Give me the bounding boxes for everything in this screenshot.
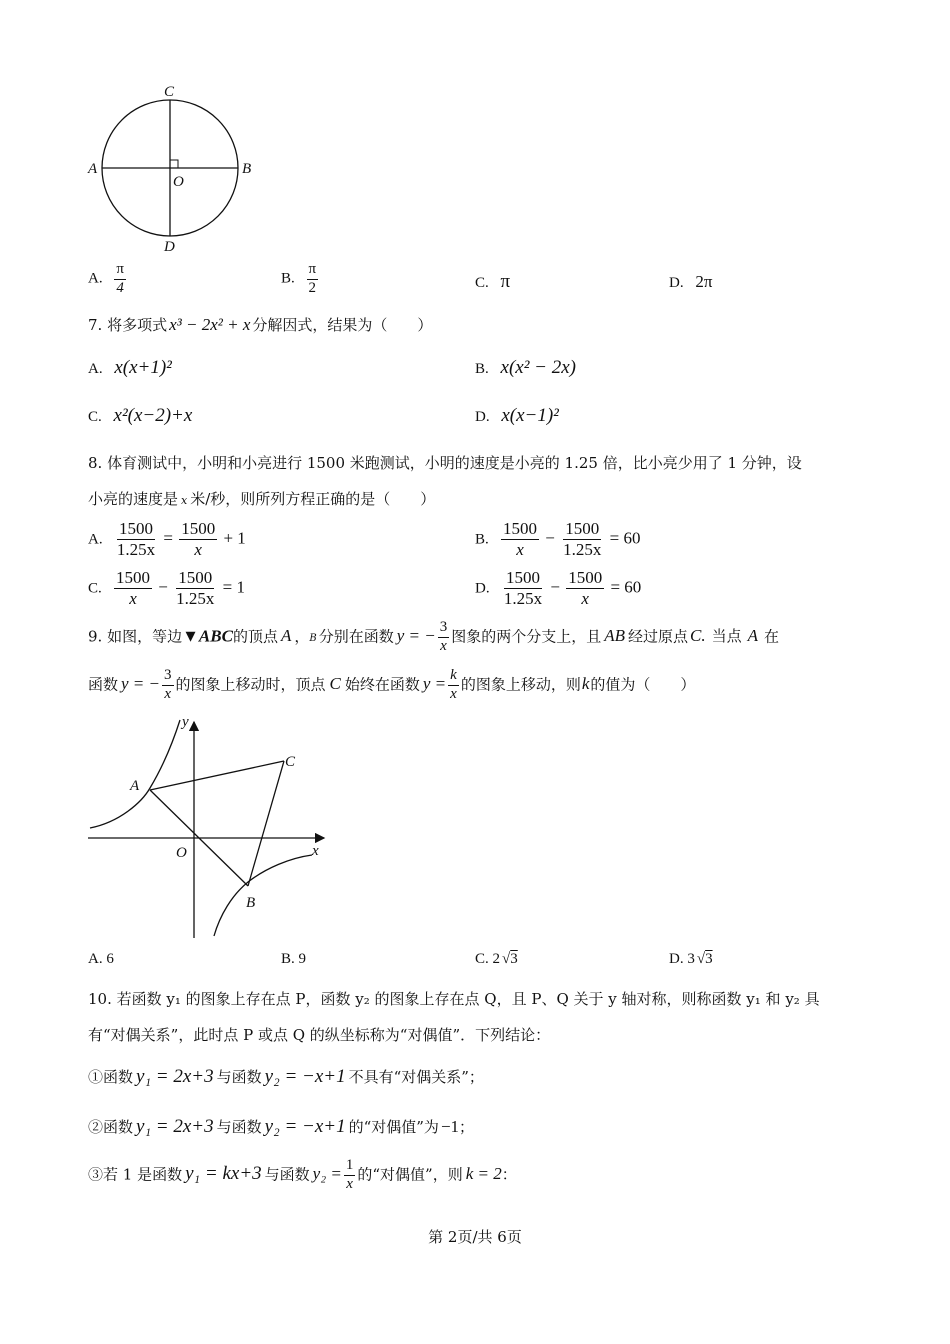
hyperbola-branch-upper-left [90, 720, 180, 828]
label-b: B [242, 161, 252, 177]
circle-figure [80, 80, 280, 260]
q9-stem-line1: 9. 如图，等边▼ABC的顶点 A ，B 分别在函数 y = − $\frac{3}{x}$ 图象的两个分支上，且 AB 经过原点 C. 当点 A 在 [88, 619, 780, 654]
hyperbola-figure [80, 710, 340, 945]
label-x: x [312, 843, 319, 859]
q9-option-c: C. 2 √3 [475, 951, 518, 967]
q10-stem-line2: 有“对偶关系”，此时点 P 或点 Q 的纵坐标称为“对偶值”．下列结论： [88, 1026, 551, 1044]
label-y: y [182, 714, 189, 730]
q8-option-b: B. $\frac{1500}{x}$ − $\frac{1500}{1.25x}$ = 60 [475, 519, 641, 559]
q6-option-b: B. $\frac{\pi}{2}$ [281, 261, 317, 296]
q8-option-d: D. $\frac{1500}{1.25x}$ − $\frac{1500}{x}$ = 60 [475, 568, 642, 608]
q8-stem-line1: 8. 体育测试中，小明和小亮进行 1500 米跑测试，小明的速度是小亮的 1.25 倍，比小亮少用了 1 分钟，设 [88, 454, 802, 472]
label-a: A [130, 778, 140, 794]
q7-option-b: B. x(x² − 2x) [475, 357, 576, 378]
label-o: O [173, 174, 184, 190]
page-footer: 第 2页/共 6页 [428, 1228, 522, 1246]
q7-option-d: D. x(x−1)² [475, 405, 559, 426]
q10-conclusion-1: ①函数 y₁ = 2x+3 与函数 y₂ = −x+1 不具有“对偶关系”； [88, 1066, 484, 1087]
q10-conclusion-3: ③若 1 是函数 y₁ = kx+3 与函数 y₂ = $\frac{1}{x}$ 的“对偶值”，则 k = 2： [88, 1157, 517, 1192]
q7-option-c: C. x²(x−2)+x [88, 405, 193, 426]
q8-option-a: A. $\frac{1500}{1.25x}$ = $\frac{1500}{x}$ + 1 [88, 519, 246, 559]
q10-conclusion-2: ②函数 y₁ = 2x+3 与函数 y₂ = −x+1 的“对偶值”为 −1； [88, 1116, 475, 1137]
q6-option-a: A. $\frac{\pi}{4}$ [88, 261, 124, 296]
label-d: D [164, 239, 175, 255]
q6-option-c: C. π [475, 271, 511, 292]
q7-stem: 7. 将多项式 x³ − 2x² + x 分解因式，结果为（ ） [88, 315, 433, 334]
q9-stem-line2: 函数 y = − $\frac{3}{x}$ 的图象上移动时，顶点 C 始终在函数 y = $\frac{k}{x}$ 的图象上移动，则k的值为（ ） [88, 667, 696, 702]
q8-option-c: C. $\frac{1500}{x}$ − $\frac{1500}{1.25x}$ = 1 [88, 568, 245, 608]
q9-option-d: D. 3 √3 [669, 951, 713, 967]
label-o: O [176, 845, 187, 861]
label-c: C [285, 754, 296, 770]
q6-option-d: D. 2π [669, 272, 713, 291]
label-b: B [246, 895, 256, 911]
q9-option-b: B. 9 [281, 951, 307, 967]
label-c: C [164, 84, 175, 100]
q8-stem-line2: 小亮的速度是 x 米/秒，则所列方程正确的是（ ） [88, 490, 436, 508]
q9-option-a: A. 6 [88, 951, 114, 967]
label-a: A [88, 161, 98, 177]
q10-stem-line1: 10. 若函数 y₁ 的图象上存在点 P，函数 y₂ 的图象上存在点 Q，且 P、Q 关于 y 轴对称，则称函数 y₁ 和 y₂ 具 [88, 990, 820, 1008]
q7-option-a: A. x(x+1)² [88, 357, 172, 378]
